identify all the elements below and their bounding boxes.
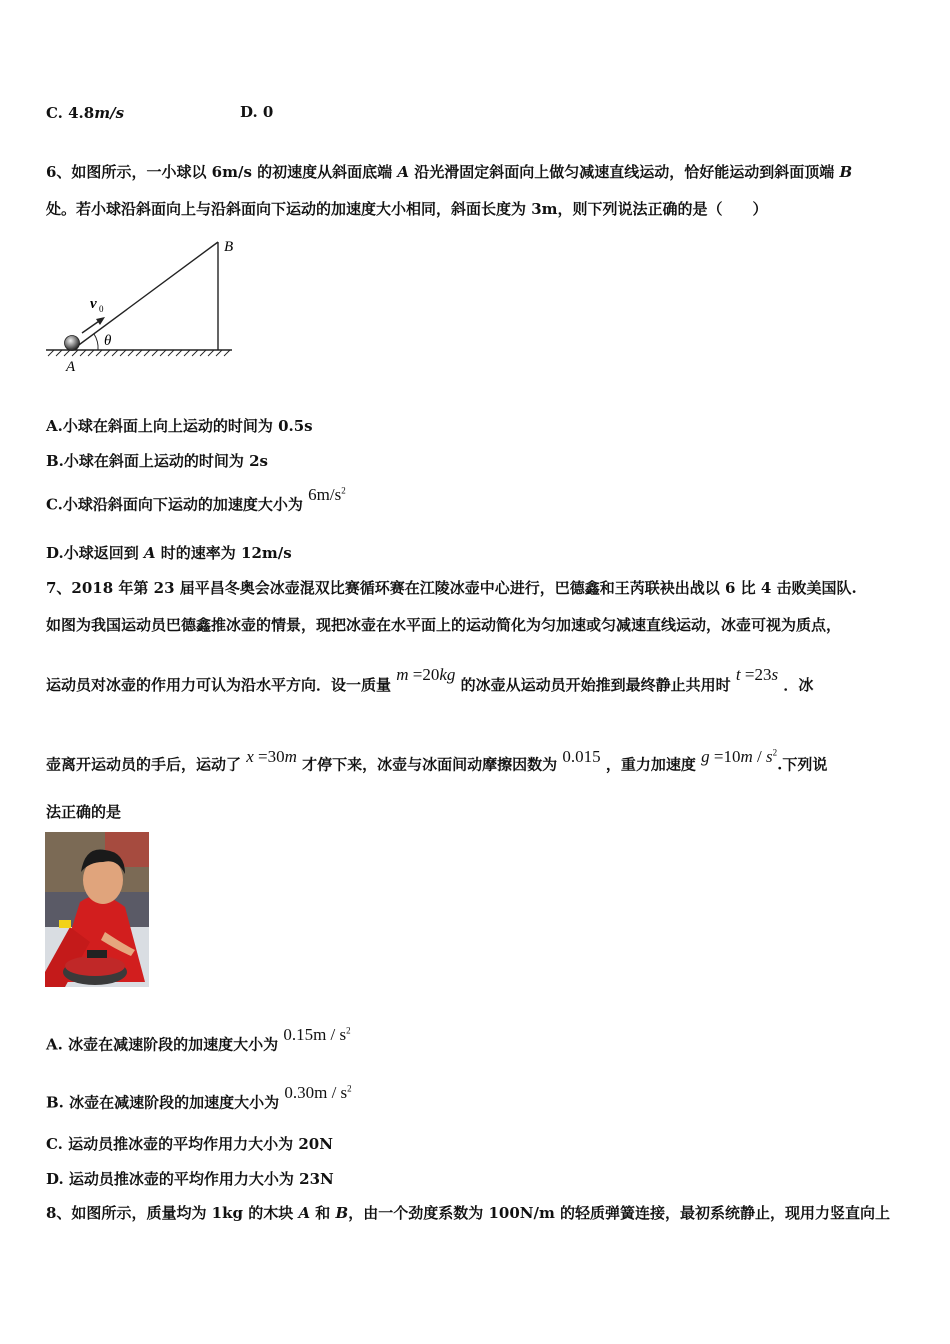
label-theta: θ	[104, 333, 112, 349]
q7-stem-line3: 运动员对冰壶的作用力可认为沿水平方向．设一质量 m =20kg 的冰壶从运动员开始推到最终静止共用时 t =23s ．冰	[46, 665, 814, 694]
label-v0-sub: 0	[99, 304, 104, 314]
q7-stem-line5: 法正确的是	[46, 803, 122, 821]
label-B: B	[224, 239, 234, 255]
q6-option-c: C.小球沿斜面向下运动的加速度大小为 $6m/s^2$	[46, 484, 346, 514]
q8-stem-line1: 8、如图所示，质量均为 1kg 的木块 A 和 B，由一个劲度系数为 100N/m 的轻质弹簧连接，最初系统静止，现用力竖直向上	[46, 1204, 891, 1222]
incline-figure	[44, 232, 244, 377]
q6-stem-line1: 6、如图所示，一小球以 6m/s 的初速度从斜面底端 A 沿光滑固定斜面向上做匀减速直线运动，恰好能运动到斜面顶端 B	[46, 163, 853, 181]
velocity-arrowhead	[96, 317, 105, 325]
q7-option-b: B. 冰壶在减速阶段的加速度大小为 $0.30m / s^2$	[46, 1082, 352, 1112]
label-A: A	[66, 359, 76, 375]
q6-stem-line2: 处。若小球沿斜面向上与沿斜面向下运动的加速度大小相同，斜面长度为 3m，则下列说法正确的是（ ）	[46, 200, 768, 218]
q6-option-d: D.小球返回到 A 时的速率为 12m/s	[46, 544, 292, 562]
q7-option-d: D. 运动员推冰壶的平均作用力大小为 23N	[46, 1170, 334, 1188]
label-v0: v	[90, 296, 97, 312]
q7-option-a: A. 冰壶在减速阶段的加速度大小为 $0.15m / s^2$	[46, 1024, 351, 1054]
q7-stem-line1: 7、2018 年第 23 届平昌冬奥会冰壶混双比赛循环赛在江陵冰壶中心进行，巴德鑫和王芮联袂出战以 6 比 4 击败美国队.	[46, 579, 857, 597]
q7-option-c: C. 运动员推冰壶的平均作用力大小为 20N	[46, 1135, 333, 1153]
q5-option-d: D. 0	[240, 103, 274, 121]
ball	[65, 336, 80, 351]
q5-option-c: C. 4.8m/s	[46, 104, 125, 122]
q7-stem-line2: 如图为我国运动员巴德鑫推冰壶的情景，现把冰壶在水平面上的运动简化为匀加速或匀减速直线运动，冰壶可视为质点，	[46, 616, 842, 634]
angle-arc	[94, 334, 98, 350]
curling-athlete-photo	[45, 832, 149, 987]
q7-stem-line4: 壶离开运动员的手后，运动了 x =30m 才停下来，冰壶与冰面间动摩擦因数为 0.015 ，重力加速度 $g =10m / s^2$.下列说	[46, 746, 828, 774]
q6-option-a: A.小球在斜面上向上运动的时间为 0.5s	[46, 417, 313, 435]
ground-hatching	[48, 350, 230, 356]
q6-option-b: B.小球在斜面上运动的时间为 2s	[46, 452, 269, 470]
